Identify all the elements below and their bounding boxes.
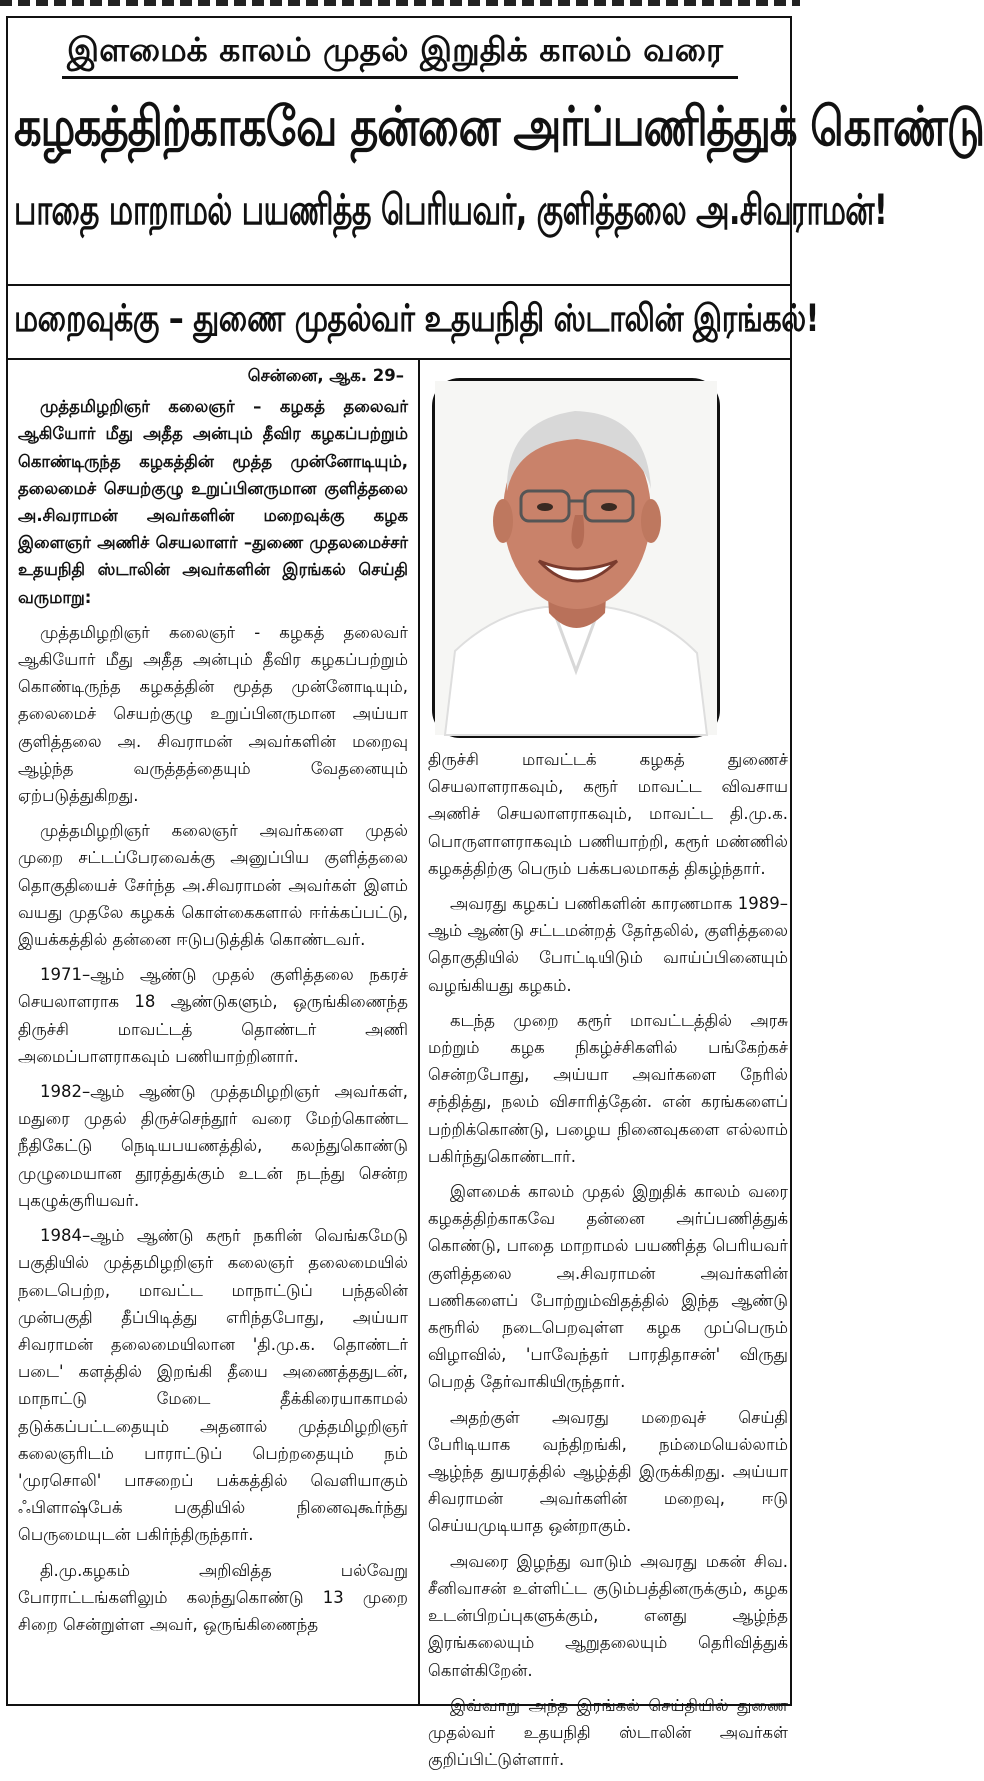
sub-headline: மறைவுக்கு – துணை முதல்வர் உதயநிதி ஸ்டாலின் இரங்கல்! <box>14 297 819 341</box>
paragraph: திருச்சி மாவட்டக் கழகத் துணைச் செயலாளராகவும், கரூர் மாவட்ட விவசாய அணிச் செயலாளராகவும், மாவட்ட தி.மு.க. பொருளாளராகவும் பணியாற்றி, கரூர் மண்ணில் கழகத்திற்கு பெரும் பக்கபலமாகத் திகழ்ந்தார். <box>428 750 788 878</box>
top-dashed-border <box>0 0 800 6</box>
paragraph: அதற்குள் அவரது மறைவுச் செய்தி பேரிடியாக வந்திறங்கி, நம்மையெல்லாம் ஆழ்ந்த துயரத்தில் ஆழ்த்தி இருக்கிறது. அய்யா சிவராமன் அவர்களின் மறைவு, ஈடு செய்யமுடியாத ஒன்றாகும். <box>428 1407 788 1536</box>
lede-paragraph: முத்தமிழறிஞர் கலைஞர் – கழகத் தலைவர் ஆகியோர் மீது அதீத அன்பும் தீவிர கழகப்பற்றும் கொண்டிருந்த கழகத்தின் மூத்த முன்னோடியும், தலைமைச் செயற்குழு உறுப்பினருமான குளித்தலை அ.சிவராமன் அவர்களின் மறைவுக்கு கழக இளைஞர் அணிச் செயலாளர் –துணை முதலமைச்சர் உதயநிதி ஸ்டாலின் அவர்களின் இரங்கல் செய்தி வருமாறு: <box>18 397 408 607</box>
kicker-underline <box>62 76 738 79</box>
divider-bottom <box>6 358 792 360</box>
portrait-photo <box>432 378 720 738</box>
paragraph: 1984–ஆம் ஆண்டு கரூர் நகரின் வெங்கமேடு பகுதியில் முத்தமிழறிஞர் கலைஞர் தலைமையில் நடைபெற்ற, மாவட்ட மாநாட்டுப் பந்தலின் முன்பகுதி தீப்பிடித்து எரிந்தபோது, அய்யா சிவராமன் தலைமையிலான 'தி.மு.க. தொண்டர் படை' களத்தில் இறங்கி தீயை அணைத்ததுடன், மாநாட்டு மேடை தீக்கிரையாகாமல் தடுக்கப்பட்டதையும் அதனால் முத்தமிழறிஞர் கலைஞரிடம் பாராட்டுப் பெற்றதையும் நம் 'முரசொலி' பாசறைப் பக்கத்தில் வெளியாகும் ஃபிளாஷ்பேக் பகுதியில் நினைவுகூர்ந்து பெருமையுடன் பகிர்ந்திருந்தார். <box>18 1226 408 1545</box>
main-headline-line1: கழகத்திற்காகவே தன்னை அர்ப்பணித்துக் கொண்டு <box>14 96 984 159</box>
paragraph: அவரை இழந்து வாடும் அவரது மகன் சிவ. சீனிவாசன் உள்ளிட்ட குடும்பத்தினருக்கும், கழக உடன்பிறப்புகளுக்கும், எனது ஆழ்ந்த இரங்கலையும் ஆறுதலையும் தெரிவித்துக் கொள்கிறேன். <box>428 1551 788 1680</box>
paragraph: முத்தமிழறிஞர் கலைஞர் - கழகத் தலைவர் ஆகியோர் மீது அதீத அன்பும் தீவிர கழகப்பற்றும் கொண்டிருந்த கழகத்தின் மூத்த முன்னோடியும், தலைமைச் செயற்குழு உறுப்பினருமான அய்யா குளித்தலை அ. சிவராமன் அவர்களின் மறைவு ஆழ்ந்த வருத்தத்தையும் வேதனையும் ஏற்படுத்துகிறது. <box>18 622 408 806</box>
main-headline-line2: பாதை மாறாமல் பயணித்த பெரியவர், குளித்தலை அ.சிவராமன்! <box>14 186 888 235</box>
right-column <box>428 746 788 1781</box>
paragraph: அவரது கழகப் பணிகளின் காரணமாக 1989–ஆம் ஆண்டு சட்டமன்றத் தேர்தலில், குளித்தலை தொகுதியில் போட்டியிடும் வாய்ப்பினையும் வழங்கியது கழகம். <box>428 894 788 995</box>
divider-top <box>6 284 792 286</box>
paragraph: முத்தமிழறிஞர் கலைஞர் அவர்களை முதல் முறை சட்டப்பேரவைக்கு அனுப்பிய குளித்தலை தொகுதியைச் சேர்ந்த அ.சிவராமன் அவர்கள் இளம் வயது முதலே கழகக் கொள்கைகளால் ஈர்க்கப்பட்டு, இயக்கத்தில் தன்னை ஈடுபடுத்திக் கொண்டவர். <box>18 821 408 950</box>
kicker-headline: இளமைக் காலம் முதல் இறுதிக் காலம் வரை <box>66 30 724 69</box>
left-column <box>18 362 408 1646</box>
column-divider <box>418 360 420 1706</box>
portrait-illustration <box>435 381 717 735</box>
paragraph: கடந்த முறை கரூர் மாவட்டத்தில் அரசு மற்றும் கழக நிகழ்ச்சிகளில் பங்கேற்கச் சென்றபோது, அய்யா அவர்களை நேரில் சந்தித்து, நலம் விசாரித்தேன். என் கரங்களைப் பற்றிக்கொண்டு, பழைய நினைவுகளை எல்லாம் பகிர்ந்துகொண்டார். <box>428 1010 788 1166</box>
paragraph: 1982–ஆம் ஆண்டு முத்தமிழறிஞர் அவர்கள், மதுரை முதல் திருச்செந்தூர் வரை மேற்கொண்ட நீதிகேட்டு நெடியபயணத்தில், கலந்துகொண்டு முழுமையான தூரத்துக்கும் உடன் நடந்து சென்ற புகழுக்குரியவர். <box>18 1082 408 1210</box>
paragraph: தி.மு.கழகம் அறிவித்த பல்வேறு போராட்டங்களிலும் கலந்துகொண்டு 13 முறை சிறை சென்றுள்ள அவர், ஒருங்கிணைந்த <box>18 1560 408 1634</box>
dateline: சென்னை, ஆக. 29– <box>247 366 404 385</box>
paragraph: இவ்வாறு அந்த இரங்கல் செய்தியில் துணை முதல்வர் உதயநிதி ஸ்டாலின் அவர்கள் குறிப்பிட்டுள்ளார். <box>428 1695 788 1770</box>
paragraph: இளமைக் காலம் முதல் இறுதிக் காலம் வரை கழகத்திற்காகவே தன்னை அர்ப்பணித்துக் கொண்டு, பாதை மாறாமல் பயணித்த பெரியவர் குளித்தலை அ.சிவராமன் அவர்களின் பணிகளைப் போற்றும்விதத்தில் இந்த ஆண்டு கரூரில் நடைபெறவுள்ள கழக முப்பெரும் விழாவில், 'பாவேந்தர் பாரதிதாசன்' விருது பெறத் தேர்வாகியிருந்தார். <box>428 1182 788 1392</box>
paragraph: 1971–ஆம் ஆண்டு முதல் குளித்தலை நகரச் செயலாளராக 18 ஆண்டுகளும், ஒருங்கிணைந்த திருச்சி மாவட்டத் தொண்டர் அணி அமைப்பாளராகவும் பணியாற்றினார். <box>18 965 408 1066</box>
